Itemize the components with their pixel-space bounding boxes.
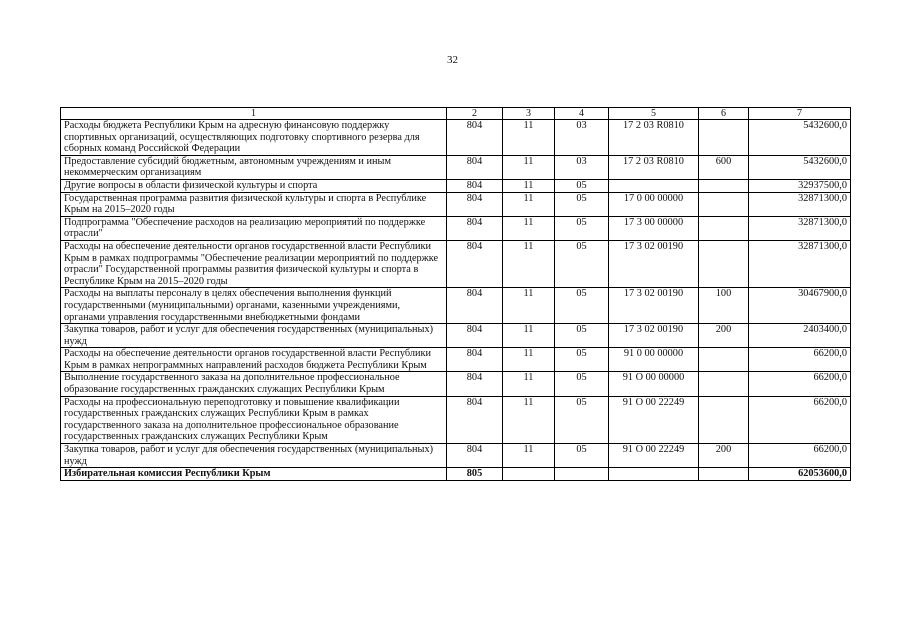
row-name-cell: Выполнение государственного заказа на дополнительное профессиональное образование государственных гражданских служащих Республики Крым	[61, 372, 447, 396]
row-name-cell: Подпрограмма "Обеспечение расходов на реализацию мероприятий по поддержке отрасли"	[61, 216, 447, 240]
row-name-cell: Закупка товаров, работ и услуг для обеспечения государственных (муниципальных) нужд	[61, 324, 447, 348]
row-code-cell: 805	[447, 468, 503, 481]
row-code-cell: 804	[447, 240, 503, 287]
row-type-cell: 200	[699, 444, 749, 468]
row-amount-cell: 32871300,0	[749, 192, 851, 216]
row-code-cell: 804	[447, 216, 503, 240]
row-amount-cell: 32871300,0	[749, 216, 851, 240]
row-name-cell: Расходы на обеспечение деятельности органов государственной власти Республики Крым в рамках подпрограммы "Обеспечение реализации мероприятий по поддержке отрасли" Государственной программы развития физической культуры и спорта в Республике Крым на 2015–2020 годы	[61, 240, 447, 287]
row-amount-cell: 62053600,0	[749, 468, 851, 481]
row-type-cell: 200	[699, 324, 749, 348]
table-row	[61, 444, 851, 468]
row-section-cell	[503, 468, 555, 481]
column-header: 4	[555, 108, 609, 120]
row-subsection-cell: 05	[555, 372, 609, 396]
row-target-cell: 17 2 03 R0810	[609, 120, 699, 156]
row-name-cell: Расходы на выплаты персоналу в целях обеспечения выполнения функций государственными (муниципальными) органами, казенными учреждениями, органами управления государственными внебюджетными фондами	[61, 288, 447, 324]
table-row	[61, 240, 851, 287]
row-section-cell: 11	[503, 240, 555, 287]
row-amount-cell: 2403400,0	[749, 324, 851, 348]
column-header: 7	[749, 108, 851, 120]
row-amount-cell: 5432600,0	[749, 120, 851, 156]
row-name-cell: Расходы на обеспечение деятельности органов государственной власти Республики Крым в рамках непрограммных направлений расходов бюджета Республики Крым	[61, 348, 447, 372]
row-type-cell	[699, 348, 749, 372]
row-amount-cell: 5432600,0	[749, 155, 851, 179]
table-row	[61, 348, 851, 372]
row-type-cell	[699, 372, 749, 396]
row-section-cell: 11	[503, 120, 555, 156]
row-subsection-cell: 05	[555, 444, 609, 468]
row-name-cell: Другие вопросы в области физической культуры и спорта	[61, 179, 447, 192]
budget-table	[60, 107, 851, 481]
row-type-cell: 100	[699, 288, 749, 324]
row-target-cell: 91 0 00 00000	[609, 348, 699, 372]
row-subsection-cell: 05	[555, 240, 609, 287]
row-section-cell: 11	[503, 216, 555, 240]
row-target-cell: 91 О 00 22249	[609, 444, 699, 468]
row-target-cell: 17 2 03 R0810	[609, 155, 699, 179]
row-subsection-cell: 05	[555, 324, 609, 348]
row-type-cell	[699, 120, 749, 156]
row-target-cell: 17 3 02 00190	[609, 324, 699, 348]
row-target-cell: 91 О 00 00000	[609, 372, 699, 396]
row-section-cell: 11	[503, 348, 555, 372]
row-target-cell: 17 0 00 00000	[609, 192, 699, 216]
row-amount-cell: 66200,0	[749, 444, 851, 468]
row-target-cell: 17 3 02 00190	[609, 288, 699, 324]
row-section-cell: 11	[503, 396, 555, 443]
column-header: 1	[61, 108, 447, 120]
row-type-cell	[699, 192, 749, 216]
row-amount-cell: 66200,0	[749, 348, 851, 372]
table-row	[61, 192, 851, 216]
row-subsection-cell: 05	[555, 348, 609, 372]
row-subsection-cell: 05	[555, 216, 609, 240]
row-code-cell: 804	[447, 372, 503, 396]
row-section-cell: 11	[503, 155, 555, 179]
row-section-cell: 11	[503, 288, 555, 324]
row-type-cell	[699, 179, 749, 192]
row-name-cell: Закупка товаров, работ и услуг для обеспечения государственных (муниципальных) нужд	[61, 444, 447, 468]
row-name-cell: Государственная программа развития физической культуры и спорта в Республике Крым на 2015–2020 годы	[61, 192, 447, 216]
table-row	[61, 120, 851, 156]
row-code-cell: 804	[447, 155, 503, 179]
row-target-cell: 91 О 00 22249	[609, 396, 699, 443]
row-target-cell	[609, 179, 699, 192]
row-section-cell: 11	[503, 179, 555, 192]
row-name-cell: Избирательная комиссия Республики Крым	[61, 468, 447, 481]
table-row	[61, 372, 851, 396]
row-target-cell: 17 3 00 00000	[609, 216, 699, 240]
row-target-cell	[609, 468, 699, 481]
row-code-cell: 804	[447, 324, 503, 348]
row-code-cell: 804	[447, 444, 503, 468]
row-code-cell: 804	[447, 179, 503, 192]
row-type-cell	[699, 396, 749, 443]
row-code-cell: 804	[447, 288, 503, 324]
row-target-cell: 17 3 02 00190	[609, 240, 699, 287]
row-subsection-cell: 05	[555, 288, 609, 324]
column-header: 5	[609, 108, 699, 120]
table-header-row	[61, 108, 851, 120]
row-amount-cell: 66200,0	[749, 372, 851, 396]
table-row	[61, 179, 851, 192]
row-subsection-cell: 03	[555, 155, 609, 179]
row-section-cell: 11	[503, 444, 555, 468]
row-name-cell: Расходы на профессиональную переподготовку и повышение квалификации государственных гражданских служащих Республики Крым в рамках государственного заказа на дополнительное профессиональное образование государственных гражданских служащих Республики Крым	[61, 396, 447, 443]
row-amount-cell: 32871300,0	[749, 240, 851, 287]
column-header: 6	[699, 108, 749, 120]
table-row	[61, 396, 851, 443]
row-type-cell	[699, 468, 749, 481]
row-type-cell	[699, 240, 749, 287]
row-code-cell: 804	[447, 120, 503, 156]
row-amount-cell: 66200,0	[749, 396, 851, 443]
row-code-cell: 804	[447, 192, 503, 216]
row-section-cell: 11	[503, 192, 555, 216]
row-subsection-cell: 05	[555, 179, 609, 192]
row-subsection-cell: 03	[555, 120, 609, 156]
column-header: 2	[447, 108, 503, 120]
row-name-cell: Расходы бюджета Республики Крым на адресную финансовую поддержку спортивных организаций, осуществляющих подготовку спортивного резерва для сборных команд Российской Федерации	[61, 120, 447, 156]
column-header: 3	[503, 108, 555, 120]
row-type-cell: 600	[699, 155, 749, 179]
row-type-cell	[699, 216, 749, 240]
table-row	[61, 155, 851, 179]
table-row	[61, 288, 851, 324]
table-row	[61, 216, 851, 240]
row-code-cell: 804	[447, 396, 503, 443]
row-section-cell: 11	[503, 372, 555, 396]
row-name-cell: Предоставление субсидий бюджетным, автономным учреждениям и иным некоммерческим организациям	[61, 155, 447, 179]
row-subsection-cell: 05	[555, 192, 609, 216]
table-body	[61, 120, 851, 481]
table-row	[61, 468, 851, 481]
table-row	[61, 324, 851, 348]
row-code-cell: 804	[447, 348, 503, 372]
row-section-cell: 11	[503, 324, 555, 348]
row-amount-cell: 32937500,0	[749, 179, 851, 192]
row-subsection-cell	[555, 468, 609, 481]
row-amount-cell: 30467900,0	[749, 288, 851, 324]
page-number: 32	[447, 54, 458, 66]
row-subsection-cell: 05	[555, 396, 609, 443]
